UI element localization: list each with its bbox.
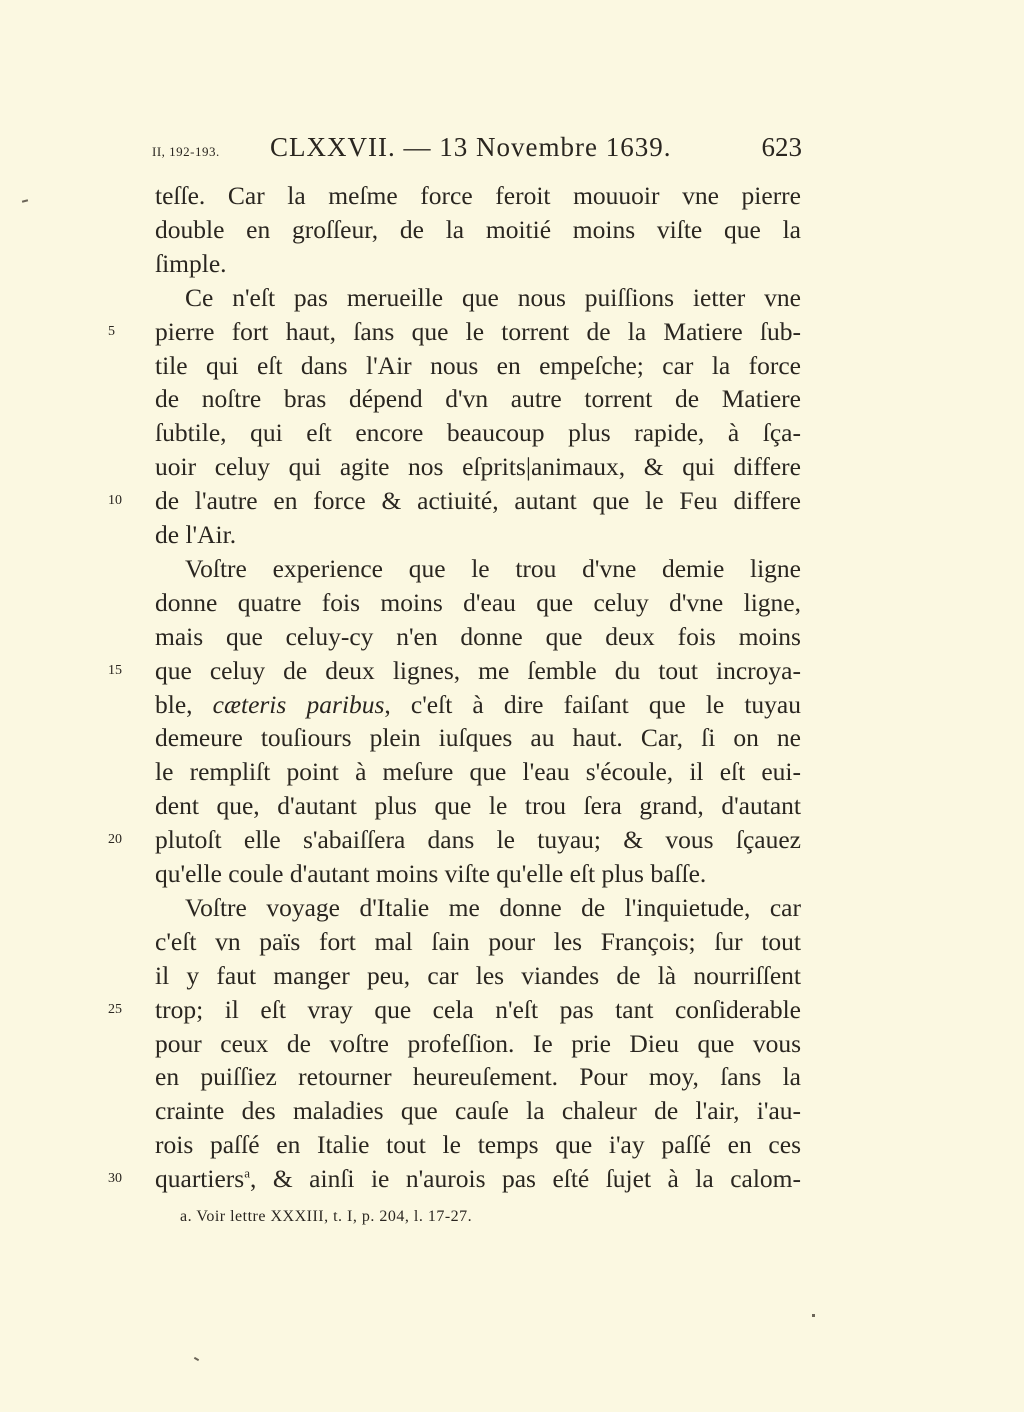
text-segment: quartiers	[155, 1164, 245, 1194]
text-line: rois paſſé en Italie tout le temps que i'ay paſſé en ces	[155, 1130, 801, 1160]
line-number: 15	[108, 662, 122, 678]
text-line: pierre fort haut, ſans que le torrent de la Matiere ſub-	[155, 316, 801, 346]
text-line: de l'Air.	[155, 520, 237, 549]
text-line: trop; il eſt vray que cela n'eſt pas tant conſiderable	[155, 994, 801, 1024]
header-title: CLXXVII. — 13 Novembre 1639.	[270, 132, 672, 162]
text-line: double en groſſeur, de la moitié moins viſte que la	[155, 214, 801, 244]
text-line: c'eſt vn païs fort mal ſain pour les François; ſur tout	[155, 926, 801, 956]
line-number: 10	[108, 493, 122, 509]
text-line: de noſtre bras dépend d'vn autre torrent de Matiere	[155, 384, 801, 414]
text-line: ſubtile, qui eſt encore beaucoup plus rapide, à ſça-	[155, 418, 801, 448]
line-number: 5	[108, 323, 115, 339]
text-line: pour ceux de voſtre profeſſion. Ie prie Dieu que vous	[155, 1028, 801, 1058]
text-line: Ce n'eſt pas merueille que nous puiſſions ietter vne	[185, 282, 801, 312]
footnote-text: Voir lettre XXXIII, t. I, p. 204, l. 17-27.	[196, 1208, 473, 1225]
text-line: le rempliſt point à meſure que l'eau s'écoule, il eſt eui-	[155, 757, 801, 787]
line-number: 30	[108, 1171, 122, 1187]
text-line: plutoſt elle s'abaiſſera dans le tuyau; & vous ſçauez	[155, 825, 801, 855]
text-line: uoir celuy qui agite nos eſprits|animaux, & qui differe	[155, 452, 801, 482]
text-segment: , & ainſi ie n'aurois pas eſté ſujet à la calom-	[250, 1164, 801, 1194]
page-number: 623	[761, 132, 802, 162]
text-line: teſſe. Car la meſme force feroit mouuoir vne pierre	[155, 181, 801, 210]
line-number: 25	[108, 1001, 122, 1017]
scan-speck	[22, 199, 28, 202]
text-line: crainte des maladies que cauſe la chaleur de l'air, i'au-	[155, 1096, 801, 1126]
text-line: dent que, d'autant plus que le trou ſera grand, d'autant	[155, 791, 801, 821]
text-line: de l'autre en force & actiuité, autant que le Feu differe	[155, 486, 801, 516]
text-line: mais que celuy-cy n'en donne que deux fois moins	[155, 621, 801, 651]
footnote-reference[interactable]: a	[244, 1165, 250, 1181]
running-header	[152, 130, 802, 170]
scan-speck	[812, 1314, 815, 1317]
footnote	[180, 1208, 472, 1226]
text-segment: , c'eſt à dire faiſant que le tuyau	[384, 689, 801, 719]
text-line: Voſtre experience que le trou d'vne demie ligne	[185, 553, 801, 583]
text-line: donne quatre fois moins d'eau que celuy d'vne ligne,	[155, 587, 801, 617]
text-line: qu'elle coule d'autant moins viſte qu'elle eſt plus baſſe.	[155, 859, 707, 888]
text-line	[155, 688, 801, 722]
text-line: que celuy de deux lignes, me ſemble du tout incroya-	[155, 655, 801, 685]
text-line: il y faut manger peu, car les viandes de là nourriſſent	[155, 960, 801, 990]
scan-speck	[194, 1357, 199, 1361]
text-line: ſimple.	[155, 248, 227, 278]
text-line: tile qui eſt dans l'Air nous en empeſche; car la force	[155, 350, 801, 380]
text-line: Voſtre voyage d'Italie me donne de l'inquietude, car	[185, 892, 801, 922]
latin-phrase: cæteris paribus	[212, 689, 385, 719]
text-segment: ble,	[155, 689, 213, 719]
header-reference: II, 192-193.	[152, 144, 220, 159]
footnote-marker: a.	[180, 1208, 193, 1225]
text-line: en puiſſiez retourner heureuſement. Pour moy, ſans la	[155, 1062, 801, 1092]
text-line	[155, 1162, 801, 1196]
text-line: demeure touſiours plein iuſques au haut. Car, ſi on ne	[155, 723, 801, 753]
line-number: 20	[108, 832, 122, 848]
